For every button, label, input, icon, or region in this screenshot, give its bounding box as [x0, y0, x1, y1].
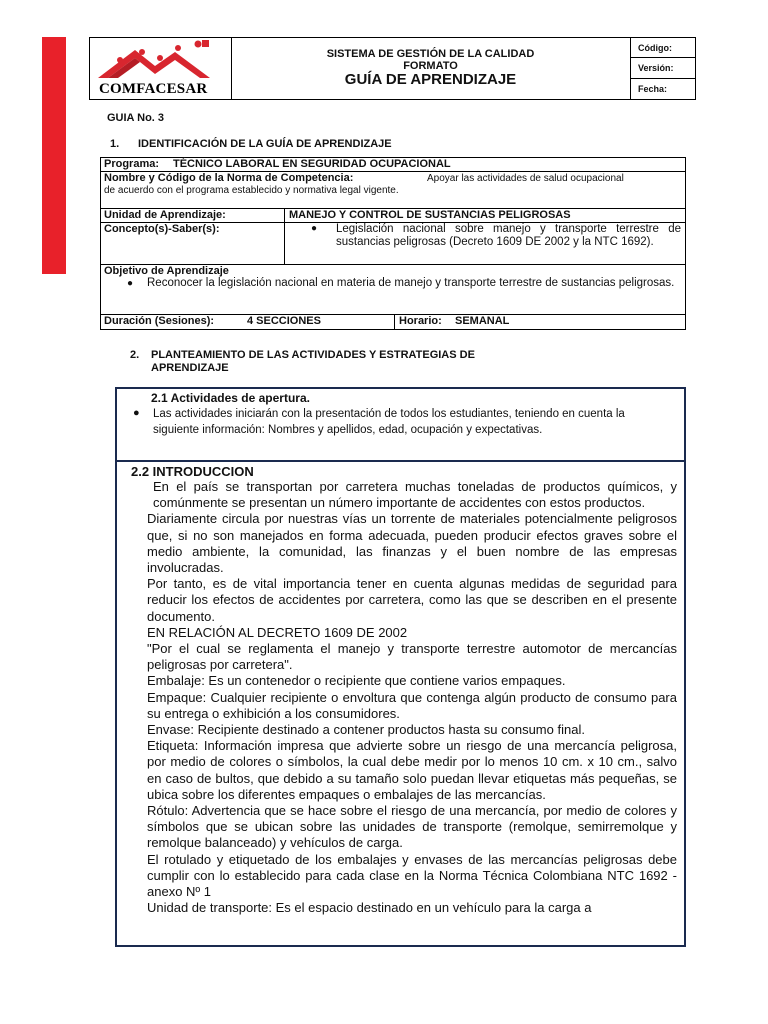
intro-paragraph: El rotulado y etiquetado de los embalajes y envases de las mercancías peligrosas debe cumplir con lo establecido para cada clase en la Norma Técnica Colombiana NTC 1692 -anexo Nº 1 [147, 851, 677, 900]
norma-label: Nombre y Código de la Norma de Competencia: [104, 172, 354, 184]
concepto-divider [284, 223, 285, 264]
version-label: Versión: [630, 58, 695, 78]
concepto-label: Concepto(s)-Saber(s): [104, 223, 220, 235]
intro-paragraph: Rótulo: Advertencia que se hace sobre el riesgo de una mercancía, por medio de colores y símbolos que se ubican sobre las unidades de transporte (remolque, semirremolque y remolque balanceado) y vehículos de carga. [147, 803, 677, 851]
unidad-label: Unidad de Aprendizaje: [104, 209, 226, 221]
programa-value: TÉCNICO LABORAL EN SEGURIDAD OCUPACIONAL [173, 158, 451, 170]
intro-paragraph: EN RELACIÓN AL DECRETO 1609 DE 2002 [147, 624, 408, 640]
section-1-number: 1. [110, 138, 120, 150]
norma-value-1: Apoyar las actividades de salud ocupacional [427, 173, 624, 184]
system-title: SISTEMA DE GESTIÓN DE LA CALIDAD [326, 48, 535, 60]
intro-paragraph: Embalaje: Es un contenedor o recipiente que contiene varios empaques. [147, 673, 566, 689]
duracion-divider [394, 315, 395, 330]
apertura-text: Las actividades iniciarán con la presentación de todos los estudiantes, teniendo en cuenta la siguiente información: Nombres y apellidos, edad, ocupación y expectativas. [153, 408, 625, 436]
guide-number: GUIA No. 3 [107, 112, 165, 124]
programa-row [101, 158, 685, 172]
header-title-cell [231, 38, 631, 99]
section-1-title: IDENTIFICACIÓN DE LA GUÍA DE APRENDIZAJE [138, 138, 392, 150]
fecha-label: Fecha: [638, 83, 668, 94]
guide-title: GUÍA DE APRENDIZAJE [344, 71, 517, 88]
norma-value-2: de acuerdo con el programa establecido y normativa legal vigente. [104, 185, 399, 196]
intro-paragraph: "Por el cual se reglamenta el manejo y transporte terrestre automotor de mercancías peligrosas por carretera". [147, 641, 677, 673]
header-meta-cell [630, 38, 695, 99]
codigo-label: Código: [630, 38, 695, 58]
section-2-number: 2. [130, 349, 140, 361]
intro-paragraph: Diariamente circula por nuestras vías un torrente de materiales potencialmente peligrosos que, si no son manejados en forma adecuada, pueden producir efectos graves sobre el medio ambiente, la comunidad, las finanzas y el buen nombre de las empresas involucradas. [147, 511, 677, 576]
intro-paragraph: Envase: Recipiente destinado a contener productos hasta su consumo final. [147, 722, 585, 738]
unidad-value: MANEJO Y CONTROL DE SUSTANCIAS PELIGROSAS [289, 209, 571, 221]
norma-row [101, 172, 685, 209]
red-side-bar [42, 37, 66, 274]
unidad-row [101, 209, 685, 223]
logo [90, 38, 232, 99]
duracion-value: 4 SECCIONES [247, 315, 321, 327]
section-2-title-2: APRENDIZAJE [151, 362, 229, 374]
section-2-heading [130, 349, 475, 375]
programa-label: Programa: [104, 158, 160, 170]
bullet-icon: ● [127, 278, 134, 289]
horario-value: SEMANAL [455, 315, 510, 327]
duracion-row [101, 315, 685, 330]
activities-box [115, 387, 686, 947]
apertura-section [117, 389, 684, 462]
identification-table [100, 157, 686, 330]
horario-label: Horario: [399, 315, 442, 327]
unidad-divider [284, 208, 285, 222]
intro-paragraph: Unidad de transporte: Es el espacio destinado en un vehículo para la carga a [147, 900, 592, 916]
apertura-title: 2.1 Actividades de apertura. [151, 391, 310, 405]
duracion-label: Duración (Sesiones): [104, 315, 215, 327]
format-label: FORMATO [403, 60, 458, 72]
bullet-icon: ● [311, 223, 318, 234]
objetivo-value: Reconocer la legislación nacional en materia de manejo y transporte terrestre de sustancias peligrosas. [147, 277, 675, 289]
section-2-title-1: PLANTEAMIENTO DE LAS ACTIVIDADES Y ESTRATEGIAS DE [151, 349, 475, 361]
intro-paragraph: Etiqueta: Información impresa que advierte sobre un riesgo de una mercancía peligrosa, por medio de colores o símbolos, la cual debe medir por lo menos 10 cm. x 10 cm., salvo en caso de bultos, que debido a su tamaño solo puedan llevar etiquetas más pequeñas, se ubica sobre los diferentes empaques o embalajes de las mercancías. [147, 738, 677, 802]
section-1-heading [110, 138, 392, 150]
intro-paragraph: Por tanto, es de vital importancia tener en cuenta algunas medidas de seguridad para reducir los efectos de accidentes por carretera, como las que se describen en el presente documento. [147, 576, 677, 624]
document-header [89, 37, 696, 100]
introduccion-title: 2.2 INTRODUCCION [131, 464, 254, 479]
logo-house-icon [90, 38, 231, 82]
intro-paragraph: Empaque: Cualquier recipiente o envoltura que contenga algún producto de consumo para su entrega o exhibición a los consumidores. [147, 689, 677, 721]
introduccion-body [147, 479, 677, 916]
logo-text: COMFACESAR [99, 81, 208, 97]
intro-paragraph: En el país se transportan por carretera muchas toneladas de productos químicos, y comúnmente se presentan un número importante de accidentes con estos productos. [153, 479, 677, 511]
objetivo-label: Objetivo de Aprendizaje [104, 265, 229, 277]
concepto-row [101, 223, 685, 265]
objetivo-row [101, 265, 685, 315]
bullet-icon: ● [133, 407, 140, 419]
concepto-value: Legislación nacional sobre manejo y transporte terrestre de sustancias peligrosas (Decreto 1609 DE 2002 y la NTC 1692). [336, 223, 681, 248]
